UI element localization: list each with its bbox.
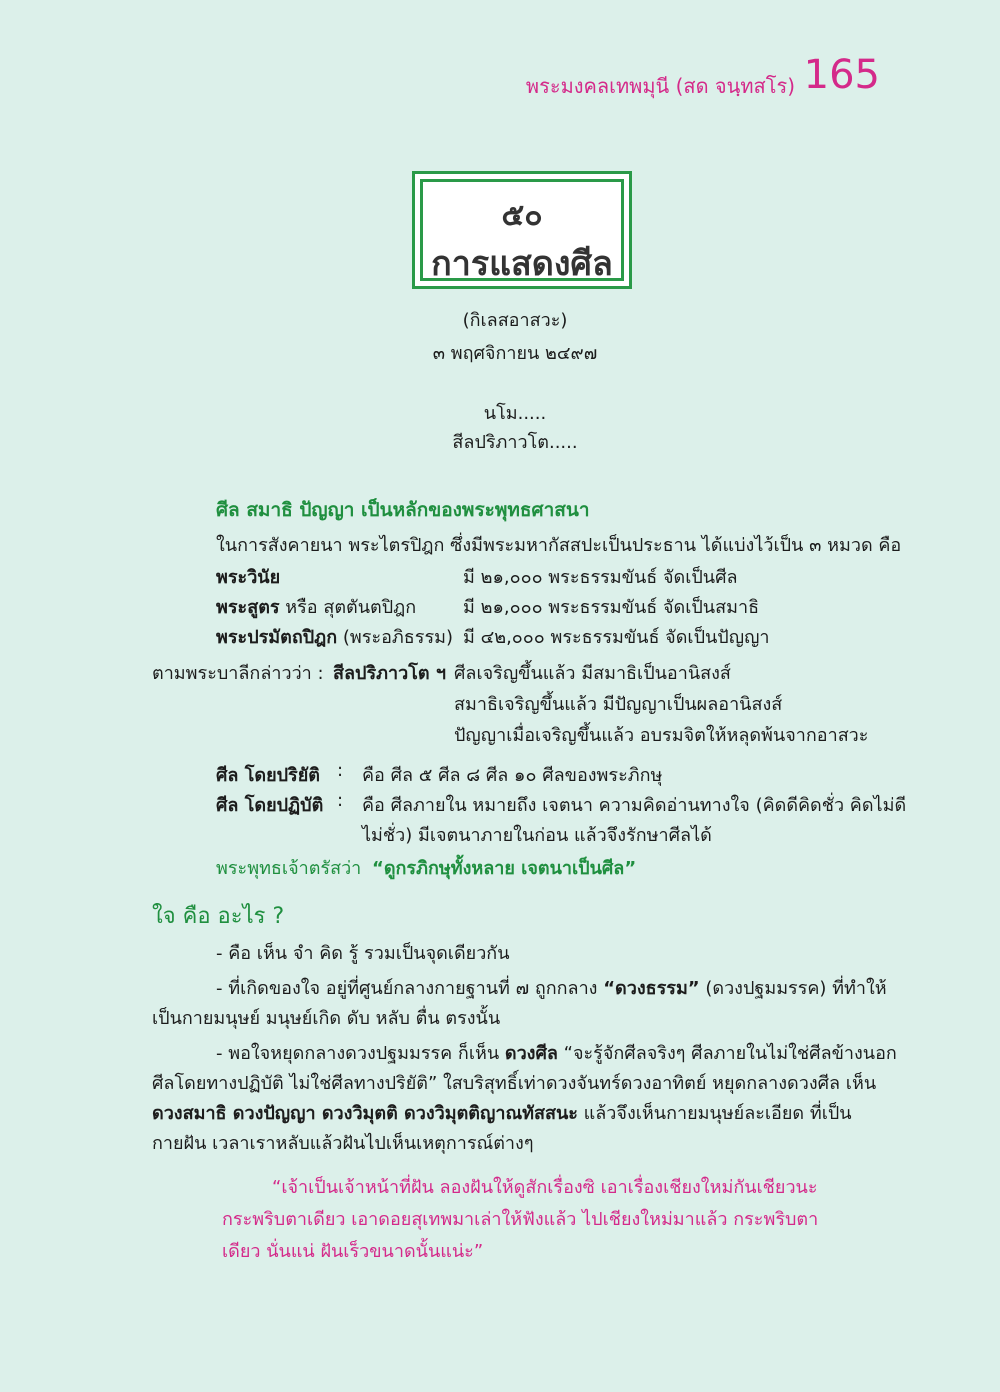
pali-label: ตามพระบาลีกล่าวว่า : — [152, 663, 324, 684]
dream-quote-line-2: กระพริบตาเดียว เอาดอยสุเทพมาเล่าให้ฟังแล้ว ไปเชียงใหม่มาแล้ว กระพริบตา — [222, 1209, 819, 1230]
chapter-number: ๕๐ — [501, 198, 543, 233]
mind-para-3-line-2: ศีลโดยทางปฏิบัติ ไม่ใช่ศีลทางปริยัติ” ใสบริสุทธิ์เท่าดวงจันทร์ดวงอาทิตย์ หยุดกลางดวงศีล เห็น — [152, 1073, 877, 1094]
mind-para-1: - คือ เห็น จำ คิด รู้ รวมเป็นจุดเดียวกัน — [216, 943, 510, 964]
mind-para-3-line-3: ดวงสมาธิ ดวงปัญญา ดวงวิมุตติ ดวงวิมุตติญาณทัสสนะ แล้วจึงเห็นกายมนุษย์ละเอียด ที่เป็น — [152, 1103, 852, 1124]
sila-patipatti-term: ศีล โดยปฏิบัติ — [216, 795, 324, 816]
chapter-title-inner-border — [420, 179, 624, 284]
sila-patipatti-desc-line-2: ไม่ชั่ว) มีเจตนาภายในก่อน แล้วจึงรักษาศีลได้ — [362, 825, 712, 846]
running-header-author: พระมงคลเทพมุนี (สด จนฺทสโร) — [525, 74, 795, 98]
sila-pariyatti-term: ศีล โดยปริยัติ — [216, 765, 320, 786]
chapter-title: การแสดงศีล — [431, 244, 613, 284]
pitaka-name-vinaya: พระวินัย — [216, 567, 281, 588]
mind-para-2-line-2: เป็นกายมนุษย์ มนุษย์เกิด ดับ หลับ ตื่น ตรงนั้น — [152, 1008, 501, 1029]
pitaka-desc-vinaya: มี ๒๑,๐๐๐ พระธรรมขันธ์ จัดเป็นศีล — [463, 567, 738, 588]
section-heading-sila-samadhi-panya: ศีล สมาธิ ปัญญา เป็นหลักของพระพุทธศาสนา — [216, 499, 590, 521]
sila-pariyatti-desc: คือ ศีล ๕ ศีล ๘ ศีล ๑๐ ศีลของพระภิกษุ — [362, 765, 663, 786]
sila-pariyatti-colon: : — [337, 760, 344, 781]
mind-para-2-line-1: - ที่เกิดของใจ อยู่ที่ศูนย์กลางกายฐานที่ ๗ ถูกกลาง “ดวงธรรม” (ดวงปฐมมรรค) ที่ทำให้ — [216, 978, 887, 999]
dream-quote-line-1: “เจ้าเป็นเจ้าหน้าที่ฝัน ลองฝันให้ดูสักเรื่องซิ เอาเรื่องเชียงใหม่กันเชียวนะ — [272, 1177, 818, 1198]
pali-line-2: สมาธิเจริญขึ้นแล้ว มีปัญญาเป็นผลอานิสงส์ — [454, 694, 783, 715]
section-heading-what-is-mind: ใจ คือ อะไร ? — [152, 904, 285, 929]
pali-line-1: ศีลเจริญขึ้นแล้ว มีสมาธิเป็นอานิสงส์ — [454, 663, 731, 684]
sila-patipatti-colon: : — [337, 790, 344, 811]
pali-line-3: ปัญญาเมื่อเจริญขึ้นแล้ว อบรมจิตให้หลุดพ้นจากอาสวะ — [454, 725, 869, 746]
chapter-date: ๓ พฤศจิกายน ๒๔๙๗ — [432, 343, 598, 364]
chapter-topic: (กิเลสอาสวะ) — [462, 310, 568, 331]
sila-patipatti-desc-line-1: คือ ศีลภายใน หมายถึง เจตนา ความคิดอ่านทางใจ (คิดดีคิดชั่ว คิดไม่ดี — [362, 795, 907, 816]
buddha-quote: “ดูกรภิกษุทั้งหลาย เจตนาเป็นศีล” — [372, 858, 637, 879]
tipitaka-intro: ในการสังคายนา พระไตรปิฎก ซึ่งมีพระมหากัสสปะเป็นประธาน ได้แบ่งไว้เป็น ๓ หมวด คือ — [216, 535, 902, 556]
chapter-title-box — [412, 171, 632, 289]
pitaka-name-sutta: พระสูตร หรือ สุตตันตปิฎก — [216, 597, 417, 618]
buddha-says-label: พระพุทธเจ้าตรัสว่า — [216, 858, 362, 879]
invocation-line-2: สีลปริภาวโต..... — [452, 432, 578, 453]
pitaka-desc-abhidhamma: มี ๔๒,๐๐๐ พระธรรมขันธ์ จัดเป็นปัญญา — [463, 627, 770, 648]
invocation-line-1: นโม..... — [483, 403, 547, 424]
page-number: 165 — [803, 52, 880, 98]
mind-para-3-line-1: - พอใจหยุดกลางดวงปฐมมรรค ก็เห็น ดวงศีล “จะรู้จักศีลจริงๆ ศีลภายในไม่ใช่ศีลข้างนอก — [216, 1043, 897, 1064]
pitaka-desc-sutta: มี ๒๑,๐๐๐ พระธรรมขันธ์ จัดเป็นสมาธิ — [463, 597, 760, 618]
mind-para-3-line-4: กายฝัน เวลาเราหลับแล้วฝันไปเห็นเหตุการณ์ต่างๆ — [152, 1133, 534, 1154]
pali-term: สีลปริภาวโต ฯ — [333, 663, 446, 684]
dream-quote-line-3: เดียว นั่นแน่ ฝันเร็วขนาดนั้นแน่ะ” — [222, 1241, 484, 1262]
pitaka-name-abhidhamma: พระปรมัตถปิฎก (พระอภิธรรม) — [216, 627, 454, 648]
